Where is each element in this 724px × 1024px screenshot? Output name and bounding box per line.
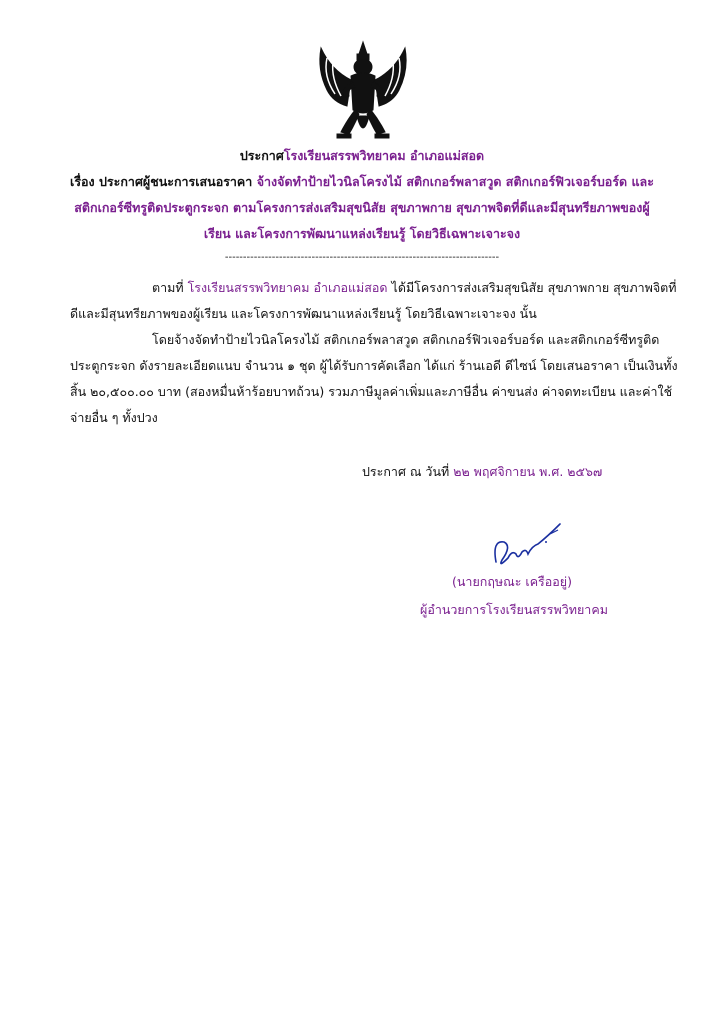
para2-line2: ประตูกระจก ดังรายละเอียดแนบ จำนวน ๑ ชุด ผู้ได้รับการคัดเลือก ได้แก่ ร้านเอดี ดีไซน์ โดยเสนอราคา เป็นเงินทั้ง bbox=[70, 358, 678, 373]
garuda-emblem-icon bbox=[313, 40, 413, 145]
para1-intro: ตามที่ bbox=[152, 280, 188, 295]
para1-line2: ดีและมีสุนทรียภาพของผู้เรียน และโครงการพัฒนาแหล่งเรียนรู้ โดยวิธีเฉพาะเจาะจง นั้น bbox=[70, 306, 537, 321]
issuer-school: โรงเรียนสรรพวิทยาคม อำเภอแม่สอด bbox=[283, 148, 485, 163]
signatory-name: (นายกฤษณะ เครืออยู่) bbox=[452, 574, 572, 589]
announce-label: ประกาศ ณ วันที่ bbox=[362, 464, 450, 479]
subject-text-1: จ้างจัดทำป้ายไวนิลโครงไม้ สติกเกอร์พลาสวูด สติกเกอร์ฟิวเจอร์บอร์ด และ bbox=[256, 174, 654, 189]
signatory-position: ผู้อำนวยการโรงเรียนสรรพวิทยาคม bbox=[420, 602, 608, 617]
para2-line4: จ่ายอื่น ๆ ทั้งปวง bbox=[70, 410, 158, 425]
issuer-prefix: ประกาศ bbox=[239, 148, 284, 163]
para2-line1: โดยจ้างจัดทำป้ายไวนิลโครงไม้ สติกเกอร์พลาสวูด สติกเกอร์ฟิวเจอร์บอร์ด และสติกเกอร์ซีทรูติด bbox=[152, 332, 660, 347]
announce-date: ๒๒ พฤศจิกายน พ.ศ. ๒๕๖๗ bbox=[453, 464, 603, 479]
signature-mark-icon bbox=[488, 520, 568, 575]
para1-rest: ได้มีโครงการส่งเสริมสุขนิสัย สุขภาพกาย สุขภาพจิตที่ bbox=[387, 280, 677, 295]
subject-label: เรื่อง ประกาศผู้ชนะการเสนอราคา bbox=[70, 174, 253, 189]
issuer-line bbox=[40, 146, 684, 166]
divider: ---------------------------------------------------------------------------- bbox=[224, 252, 500, 263]
subject-line-3: เรียน และโครงการพัฒนาแหล่งเรียนรู้ โดยวิธีเฉพาะเจาะจง bbox=[203, 226, 521, 241]
announce-line bbox=[362, 462, 602, 482]
para1-school: โรงเรียนสรรพวิทยาคม อำเภอแม่สอด bbox=[187, 280, 388, 295]
subject-line-2: สติกเกอร์ซีทรูติดประตูกระจก ตามโครงการส่งเสริมสุขนิสัย สุขภาพกาย สุขภาพจิตที่ดีและมีสุนทรียภาพของผู้ bbox=[74, 200, 650, 215]
subject-line-1 bbox=[40, 172, 684, 192]
para2-line3: สิ้น ๒๐,๕๐๐.๐๐ บาท (สองหมื่นห้าร้อยบาทถ้วน) รวมภาษีมูลค่าเพิ่มและภาษีอื่น ค่าขนส่ง ค่าจดทะเบียน และค่าใช้ bbox=[70, 384, 673, 399]
para1-line1 bbox=[152, 278, 677, 298]
